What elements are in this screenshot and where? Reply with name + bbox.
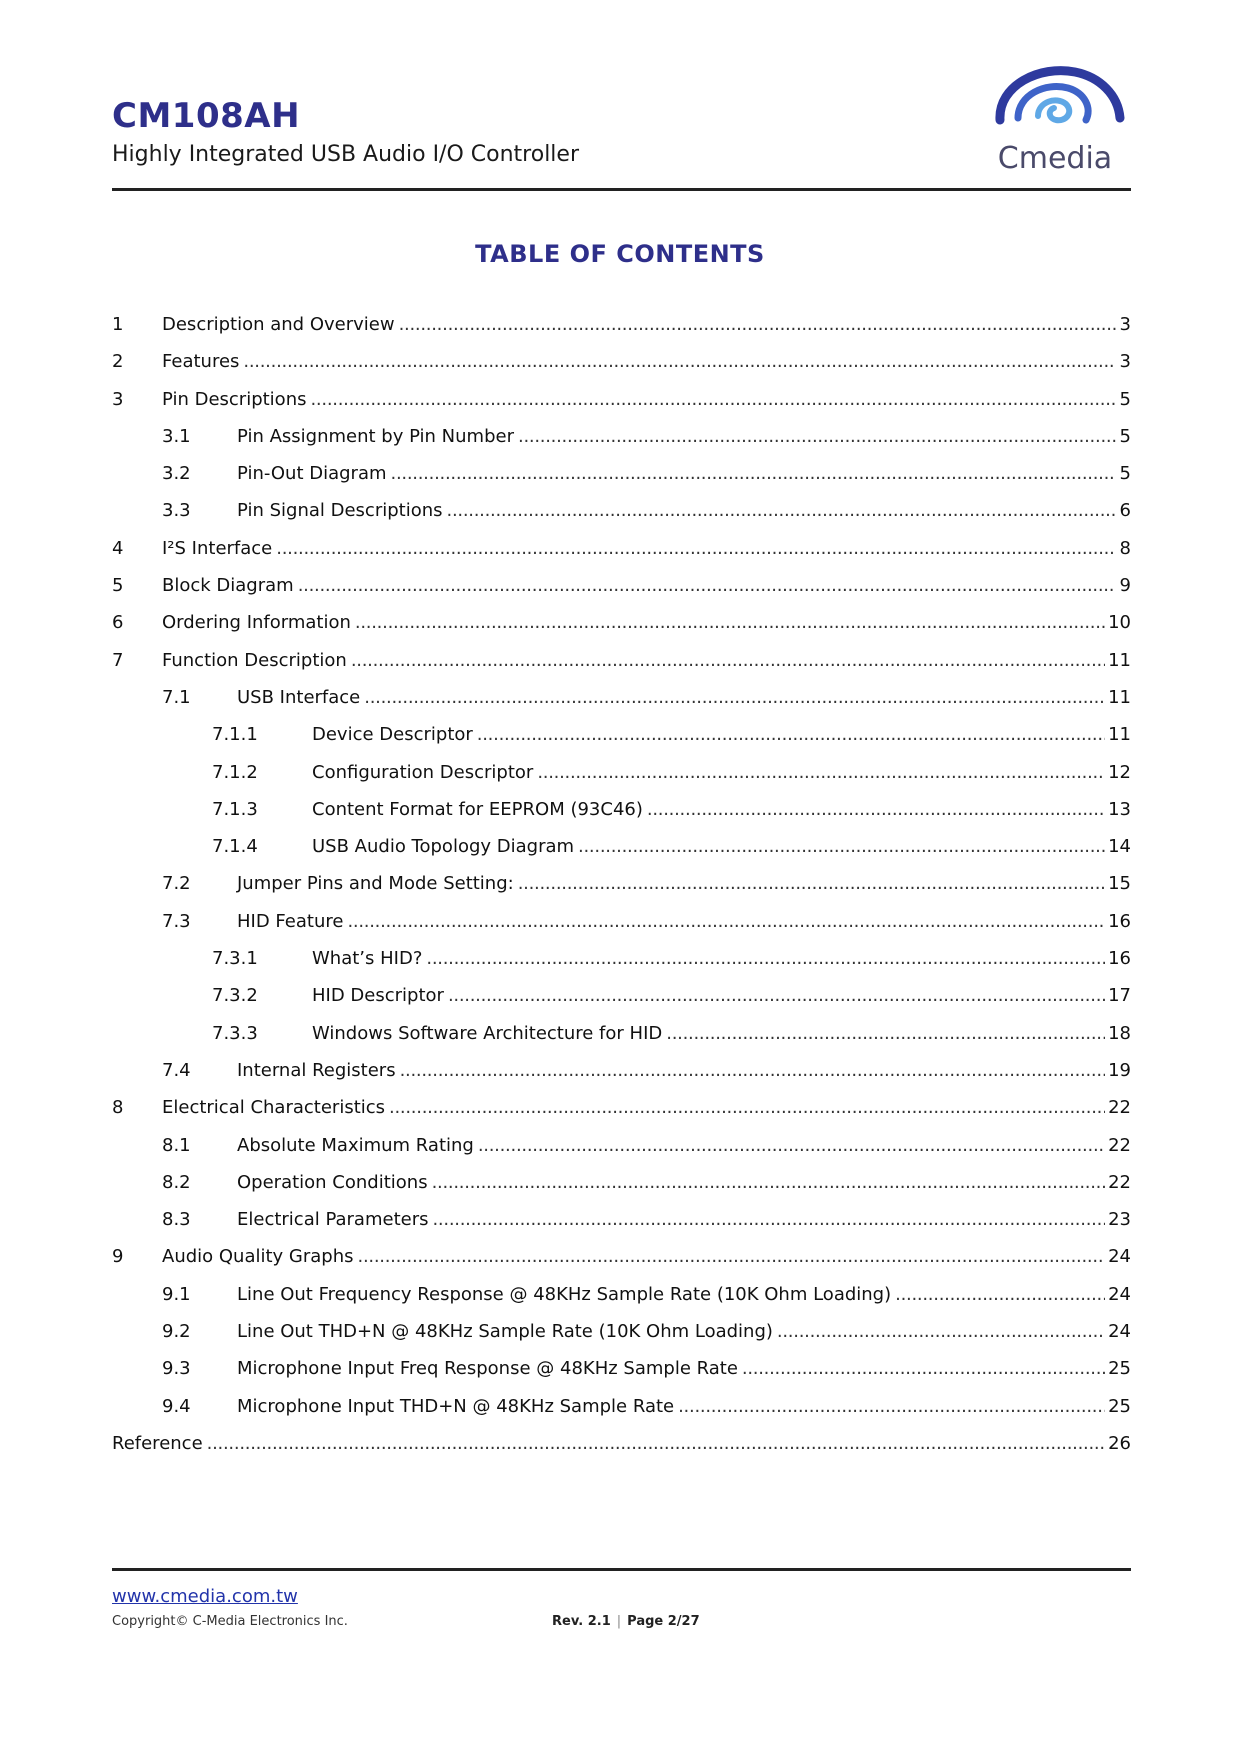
toc-entry-page: 18 xyxy=(1108,1022,1131,1044)
toc-entry-title: Internal Registers xyxy=(237,1059,396,1081)
toc-entry-page: 5 xyxy=(1119,425,1131,447)
toc-dot-leader xyxy=(207,1432,1105,1456)
toc-dot-leader xyxy=(364,686,1105,710)
toc-entry-number: 9.4 xyxy=(162,1395,191,1417)
toc-entry-number: 7.3 xyxy=(162,910,191,932)
toc-entry-title: Line Out THD+N @ 48KHz Sample Rate (10K Ohm Loading) xyxy=(237,1321,773,1343)
toc-dot-leader xyxy=(432,1171,1106,1195)
website-link[interactable]: www.cmedia.com.tw xyxy=(112,1586,298,1607)
toc-entry[interactable] xyxy=(112,686,1131,723)
toc-dot-leader xyxy=(391,462,1116,486)
toc-entry-number: 7.1.4 xyxy=(212,836,258,858)
toc-entry-page: 16 xyxy=(1108,910,1131,932)
toc-dot-leader xyxy=(537,761,1105,785)
toc-dot-leader xyxy=(448,984,1105,1008)
toc-entry-title: Electrical Parameters xyxy=(237,1209,429,1231)
toc-entry[interactable] xyxy=(112,1245,1131,1282)
toc-entry[interactable] xyxy=(112,1395,1131,1432)
toc-entry-title: Features xyxy=(162,351,240,373)
toc-entry-page: 10 xyxy=(1108,612,1131,634)
toc-entry-number: 3.3 xyxy=(162,500,191,522)
toc-entry-title: What’s HID? xyxy=(312,948,423,970)
toc-dot-leader xyxy=(243,350,1116,374)
logo-text: Cmedia xyxy=(997,141,1113,176)
toc-entry-number: 1 xyxy=(112,314,124,335)
toc-entry-page: 22 xyxy=(1108,1097,1131,1119)
toc-dot-leader xyxy=(399,313,1116,337)
toc-entry[interactable] xyxy=(112,872,1131,909)
toc-entry[interactable] xyxy=(112,1096,1131,1133)
toc-dot-leader xyxy=(351,649,1105,673)
toc-entry-title: Function Description xyxy=(162,649,347,671)
toc-entry-page: 11 xyxy=(1108,724,1131,746)
toc-entry-page: 22 xyxy=(1108,1171,1131,1193)
toc-entry[interactable] xyxy=(112,1171,1131,1208)
toc-entry[interactable] xyxy=(112,611,1131,648)
toc-entry-title: Jumper Pins and Mode Setting: xyxy=(237,873,514,895)
toc-entry-title: Line Out Frequency Response @ 48KHz Sample Rate (10K Ohm Loading) xyxy=(237,1283,892,1305)
toc-entry-title: HID Feature xyxy=(237,910,344,932)
toc-dot-leader xyxy=(355,611,1105,635)
toc-dot-leader xyxy=(678,1395,1105,1419)
toc-entry[interactable] xyxy=(112,537,1131,574)
toc-entry-page: 25 xyxy=(1108,1395,1131,1417)
toc-entry[interactable] xyxy=(112,574,1131,611)
toc-entry-title: Device Descriptor xyxy=(312,724,473,746)
toc-entry-title: Absolute Maximum Rating xyxy=(237,1134,474,1156)
toc-entry-number: 8.1 xyxy=(162,1134,191,1156)
toc-entry[interactable] xyxy=(112,798,1131,835)
toc-entry-page: 3 xyxy=(1119,351,1131,373)
toc-entry-number: 9 xyxy=(112,1246,124,1268)
page-number: Page 2/27 xyxy=(627,1614,700,1629)
toc-entry-number: 3.1 xyxy=(162,425,191,447)
toc-entry-number: 4 xyxy=(112,537,124,559)
toc-entry-number: 9.3 xyxy=(162,1358,191,1380)
toc-entry-title: Configuration Descriptor xyxy=(312,761,534,783)
toc-entry[interactable] xyxy=(112,984,1131,1021)
toc-heading: TABLE OF CONTENTS xyxy=(475,240,765,268)
toc-entry-title: Pin Signal Descriptions xyxy=(237,500,443,522)
toc-entry-number: 8.2 xyxy=(162,1171,191,1193)
footer-divider xyxy=(112,1568,1131,1571)
toc-entry-number: 8 xyxy=(112,1097,124,1119)
toc-entry-page: 12 xyxy=(1108,761,1131,783)
toc-dot-leader xyxy=(666,1022,1105,1046)
toc-entry-number: 7.1.2 xyxy=(212,761,258,783)
toc-dot-leader xyxy=(518,872,1105,896)
toc-entry-page: 5 xyxy=(1119,463,1131,485)
table-of-contents xyxy=(112,313,1131,1469)
toc-entry[interactable] xyxy=(112,388,1131,425)
toc-entry-number: 7.3.2 xyxy=(212,985,258,1007)
toc-entry[interactable] xyxy=(112,723,1131,760)
toc-entry-title: Microphone Input THD+N @ 48KHz Sample Rate xyxy=(237,1395,675,1417)
toc-entry-title: Reference xyxy=(112,1432,203,1454)
cmedia-logo xyxy=(980,60,1130,180)
toc-entry-page: 9 xyxy=(1119,575,1131,597)
toc-entry-title: Pin-Out Diagram xyxy=(237,463,387,485)
toc-entry-number: 7.3.1 xyxy=(212,948,258,970)
toc-entry-number: 7.2 xyxy=(162,873,191,895)
toc-entry[interactable] xyxy=(112,910,1131,947)
copyright-text: Copyright© C-Media Electronics Inc. xyxy=(112,1614,348,1629)
toc-entry-number: 9.2 xyxy=(162,1321,191,1343)
toc-dot-leader xyxy=(298,574,1116,598)
toc-entry-number: 8.3 xyxy=(162,1209,191,1231)
toc-entry-page: 22 xyxy=(1108,1134,1131,1156)
toc-entry-title: Electrical Characteristics xyxy=(162,1097,386,1119)
toc-entry[interactable] xyxy=(112,1320,1131,1357)
toc-dot-leader xyxy=(400,1059,1106,1083)
toc-entry-page: 26 xyxy=(1108,1432,1131,1454)
toc-entry-title: USB Audio Topology Diagram xyxy=(312,836,575,858)
header-divider xyxy=(112,188,1131,191)
toc-entry[interactable] xyxy=(112,1059,1131,1096)
toc-entry-title: Operation Conditions xyxy=(237,1171,428,1193)
toc-entry-title: Microphone Input Freq Response @ 48KHz Sample Rate xyxy=(237,1358,738,1380)
toc-entry[interactable] xyxy=(112,1283,1131,1320)
toc-entry-page: 3 xyxy=(1119,314,1131,335)
toc-dot-leader xyxy=(347,910,1105,934)
toc-entry-number: 7.1 xyxy=(162,686,191,708)
toc-entry-title: Windows Software Architecture for HID xyxy=(312,1022,663,1044)
revision-label: Rev. 2.1 xyxy=(552,1614,611,1629)
document-subtitle: Highly Integrated USB Audio I/O Controller xyxy=(112,142,579,167)
toc-entry[interactable] xyxy=(112,1134,1131,1171)
toc-entry-page: 25 xyxy=(1108,1358,1131,1380)
toc-dot-leader xyxy=(478,1134,1105,1158)
toc-dot-leader xyxy=(742,1357,1105,1381)
toc-entry-page: 19 xyxy=(1108,1059,1131,1081)
toc-entry-number: 3.2 xyxy=(162,463,191,485)
footer-separator: | xyxy=(616,1614,622,1629)
toc-dot-leader xyxy=(426,947,1105,971)
toc-entry-title: Description and Overview xyxy=(162,314,395,335)
toc-entry-number: 2 xyxy=(112,351,124,373)
toc-entry[interactable] xyxy=(112,649,1131,686)
toc-entry[interactable] xyxy=(112,499,1131,536)
toc-entry-page: 13 xyxy=(1108,798,1131,820)
toc-entry-page: 23 xyxy=(1108,1209,1131,1231)
toc-dot-leader xyxy=(447,499,1117,523)
toc-dot-leader xyxy=(895,1283,1105,1307)
toc-dot-leader xyxy=(477,723,1105,747)
toc-entry-page: 24 xyxy=(1108,1246,1131,1268)
toc-entry-title: Audio Quality Graphs xyxy=(162,1246,354,1268)
toc-entry-title: I²S Interface xyxy=(162,537,273,559)
toc-dot-leader xyxy=(276,537,1116,561)
toc-entry[interactable] xyxy=(112,1208,1131,1245)
toc-entry[interactable] xyxy=(112,947,1131,984)
toc-entry-title: Pin Assignment by Pin Number xyxy=(237,425,514,447)
toc-entry-page: 11 xyxy=(1108,649,1131,671)
toc-entry-number: 7.1.3 xyxy=(212,798,258,820)
toc-entry-title: Pin Descriptions xyxy=(162,388,307,410)
revision-page-info xyxy=(552,1614,700,1629)
toc-entry[interactable] xyxy=(112,761,1131,798)
toc-entry[interactable] xyxy=(112,462,1131,499)
toc-entry-page: 15 xyxy=(1108,873,1131,895)
toc-dot-leader xyxy=(777,1320,1105,1344)
toc-dot-leader xyxy=(518,425,1116,449)
toc-entry-title: HID Descriptor xyxy=(312,985,444,1007)
toc-entry-title: Ordering Information xyxy=(162,612,351,634)
toc-entry-title: USB Interface xyxy=(237,686,361,708)
toc-entry[interactable] xyxy=(112,350,1131,387)
toc-entry[interactable] xyxy=(112,835,1131,872)
toc-dot-leader xyxy=(358,1245,1106,1269)
toc-entry-title: Block Diagram xyxy=(162,575,294,597)
document-title: CM108AH xyxy=(112,96,301,136)
toc-dot-leader xyxy=(432,1208,1105,1232)
toc-entry[interactable] xyxy=(112,1432,1131,1469)
toc-entry[interactable] xyxy=(112,1357,1131,1394)
toc-entry-page: 24 xyxy=(1108,1321,1131,1343)
toc-entry-number: 5 xyxy=(112,575,124,597)
toc-entry-number: 9.1 xyxy=(162,1283,191,1305)
toc-entry-page: 17 xyxy=(1108,985,1131,1007)
toc-entry-number: 7.3.3 xyxy=(212,1022,258,1044)
toc-entry-page: 16 xyxy=(1108,948,1131,970)
toc-entry-number: 7 xyxy=(112,649,124,671)
toc-entry-page: 14 xyxy=(1108,836,1131,858)
toc-entry-number: 7.4 xyxy=(162,1059,191,1081)
toc-entry-number: 3 xyxy=(112,388,124,410)
toc-dot-leader xyxy=(578,835,1105,859)
toc-entry-page: 11 xyxy=(1108,686,1131,708)
toc-dot-leader xyxy=(389,1096,1105,1120)
toc-entry[interactable] xyxy=(112,425,1131,462)
toc-entry-page: 5 xyxy=(1119,388,1131,410)
toc-entry[interactable] xyxy=(112,1022,1131,1059)
toc-entry-page: 24 xyxy=(1108,1283,1131,1305)
toc-dot-leader xyxy=(310,388,1116,412)
toc-entry-page: 6 xyxy=(1119,500,1131,522)
toc-entry-page: 8 xyxy=(1119,537,1131,559)
toc-entry-number: 7.1.1 xyxy=(212,724,258,746)
toc-entry-number: 6 xyxy=(112,612,124,634)
toc-entry[interactable] xyxy=(112,313,1131,350)
toc-entry-title: Content Format for EEPROM (93C46) xyxy=(312,798,643,820)
toc-dot-leader xyxy=(647,798,1105,822)
